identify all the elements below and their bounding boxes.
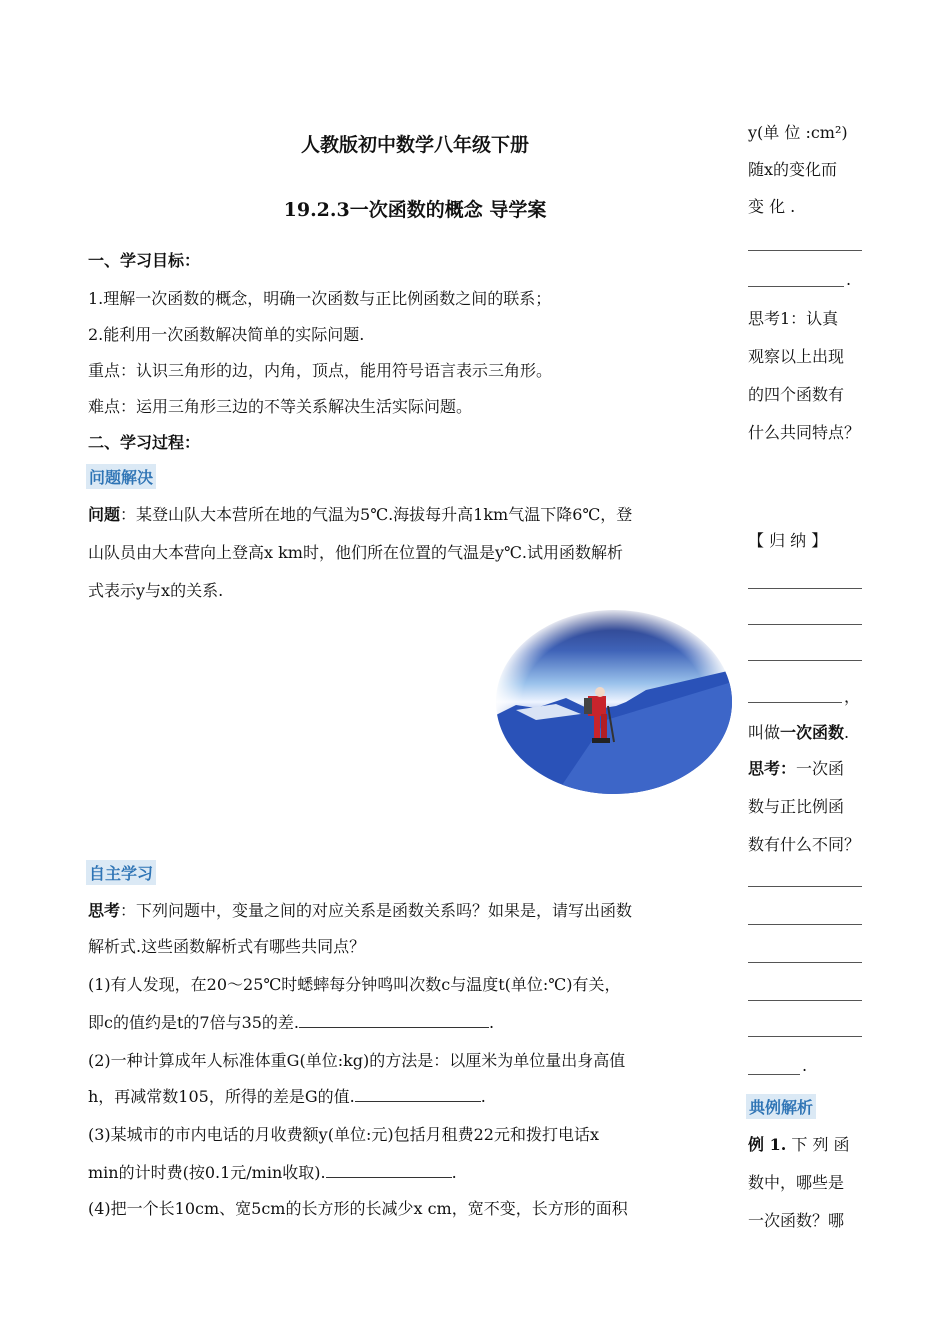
question-1-line: (1)有人发现，在20～25℃时蟋蟀每分钟鸣叫次数c与温度t(单位:℃)有关，	[88, 975, 621, 994]
question-3-text: min的计时费(按0.1元/min收取).	[88, 1163, 326, 1182]
answer-line[interactable]	[748, 702, 842, 703]
example-label: 例 1.	[748, 1135, 787, 1154]
think2-text: 一次函	[796, 759, 845, 778]
section-tag-problem-solving: 问题解决	[86, 464, 156, 489]
answer-line[interactable]	[748, 624, 862, 625]
answer-blank-2[interactable]	[355, 1085, 481, 1102]
comma: ，	[844, 687, 861, 706]
answer-line[interactable]	[748, 286, 844, 287]
page-title: 人教版初中数学八年级下册	[300, 134, 529, 156]
think2-line: 数与正比例函	[748, 797, 845, 816]
answer-line[interactable]	[748, 886, 862, 887]
period: .	[451, 1163, 457, 1182]
question-1-line	[88, 1010, 494, 1033]
period: .	[489, 1013, 495, 1032]
question-2-line: (2)一种计算成年人标准体重G(单位:kg)的方法是：以厘米为单位量出身高值	[88, 1051, 626, 1070]
problem-line: 山队员由大本营向上登高x km时，他们所在位置的气温是y℃.试用函数解析	[88, 543, 624, 562]
example-line	[748, 1132, 864, 1155]
sidebar-text: 随x的变化而	[748, 160, 838, 179]
question-3-line: (3)某城市的市内电话的月收费额y(单位:元)包括月租费22元和拨打电话x	[88, 1125, 599, 1144]
example-line: 数中，哪些是	[748, 1173, 845, 1192]
problem-text: ：某登山队大本营所在地的气温为5℃.海拔每升高1km气温下降6℃，登	[120, 505, 633, 524]
think1-line: 什么共同特点？	[748, 423, 861, 442]
think2-line	[748, 756, 864, 779]
sidebar-text: 变 化 .	[748, 197, 796, 216]
objective-item: 1.理解一次函数的概念，明确一次函数与正比例函数之间的联系；	[88, 289, 552, 308]
answer-line[interactable]	[748, 1074, 800, 1075]
problem-line: 式表示y与x的关系.	[88, 581, 224, 600]
think1-line: 观察以上出现	[748, 347, 845, 366]
think-line	[88, 898, 632, 921]
example-line: 一次函数？哪	[748, 1211, 845, 1230]
answer-line[interactable]	[748, 660, 862, 661]
question-4-line: (4)把一个长10cm、宽5cm的长方形的长减少x cm，宽不变，长方形的面积	[88, 1199, 628, 1218]
example-text: 下 列 函	[786, 1135, 850, 1154]
mountaineer-photo	[496, 610, 732, 794]
section-tag-example: 典例解析	[746, 1094, 816, 1119]
problem-line	[88, 502, 632, 525]
key-label: 重点：	[88, 361, 137, 380]
problem-label: 问题	[88, 505, 121, 524]
summary-heading: 【 归 纳 】	[748, 531, 828, 550]
process-heading: 二、学习过程：	[88, 433, 201, 452]
period: .	[844, 723, 850, 742]
period: .	[846, 270, 852, 289]
answer-blank-1[interactable]	[299, 1011, 489, 1028]
definition-line	[748, 720, 864, 743]
key-point	[88, 358, 552, 381]
think2-label: 思考：	[748, 759, 797, 778]
mountaineer-illustration	[496, 610, 732, 794]
objective-item: 2.能利用一次函数解决简单的实际问题.	[88, 325, 365, 344]
called-prefix: 叫做	[748, 723, 781, 742]
think1-line: 的四个函数有	[748, 385, 845, 404]
answer-line[interactable]	[748, 588, 862, 589]
difficult-text: 运用三角形三边的不等关系解决生活实际问题。	[136, 397, 473, 416]
answer-blank-3[interactable]	[326, 1161, 452, 1178]
period: .	[480, 1087, 486, 1106]
difficult-point	[88, 394, 472, 417]
difficult-label: 难点：	[88, 397, 137, 416]
sidebar-text: y(单 位 :cm²)	[748, 123, 848, 142]
think-text: ：下列问题中，变量之间的对应关系是函数关系吗？如果是，请写出函数	[120, 901, 633, 920]
question-3-line	[88, 1160, 457, 1183]
think1-line: 思考1：认真	[748, 309, 839, 328]
answer-line[interactable]	[748, 1000, 862, 1001]
question-2-line	[88, 1084, 486, 1107]
page-subtitle: 19.2.3一次函数的概念 导学案	[283, 199, 547, 221]
think-line: 解析式.这些函数解析式有哪些共同点？	[88, 937, 366, 956]
answer-line[interactable]	[748, 250, 862, 251]
period: .	[802, 1056, 808, 1075]
called-term: 一次函数	[780, 723, 845, 742]
think-label: 思考	[88, 901, 121, 920]
answer-line[interactable]	[748, 924, 862, 925]
think2-line: 数有什么不同？	[748, 835, 861, 854]
section-tag-self-study: 自主学习	[86, 860, 156, 885]
answer-line[interactable]	[748, 1036, 862, 1037]
answer-line[interactable]	[748, 962, 862, 963]
key-text: 认识三角形的边，内角，顶点，能用符号语言表示三角形。	[136, 361, 553, 380]
objectives-heading: 一、学习目标：	[88, 251, 201, 270]
question-1-text: 即c的值约是t的7倍与35的差.	[88, 1013, 300, 1032]
question-2-text: h，再减常数105，所得的差是G的值.	[88, 1087, 355, 1106]
